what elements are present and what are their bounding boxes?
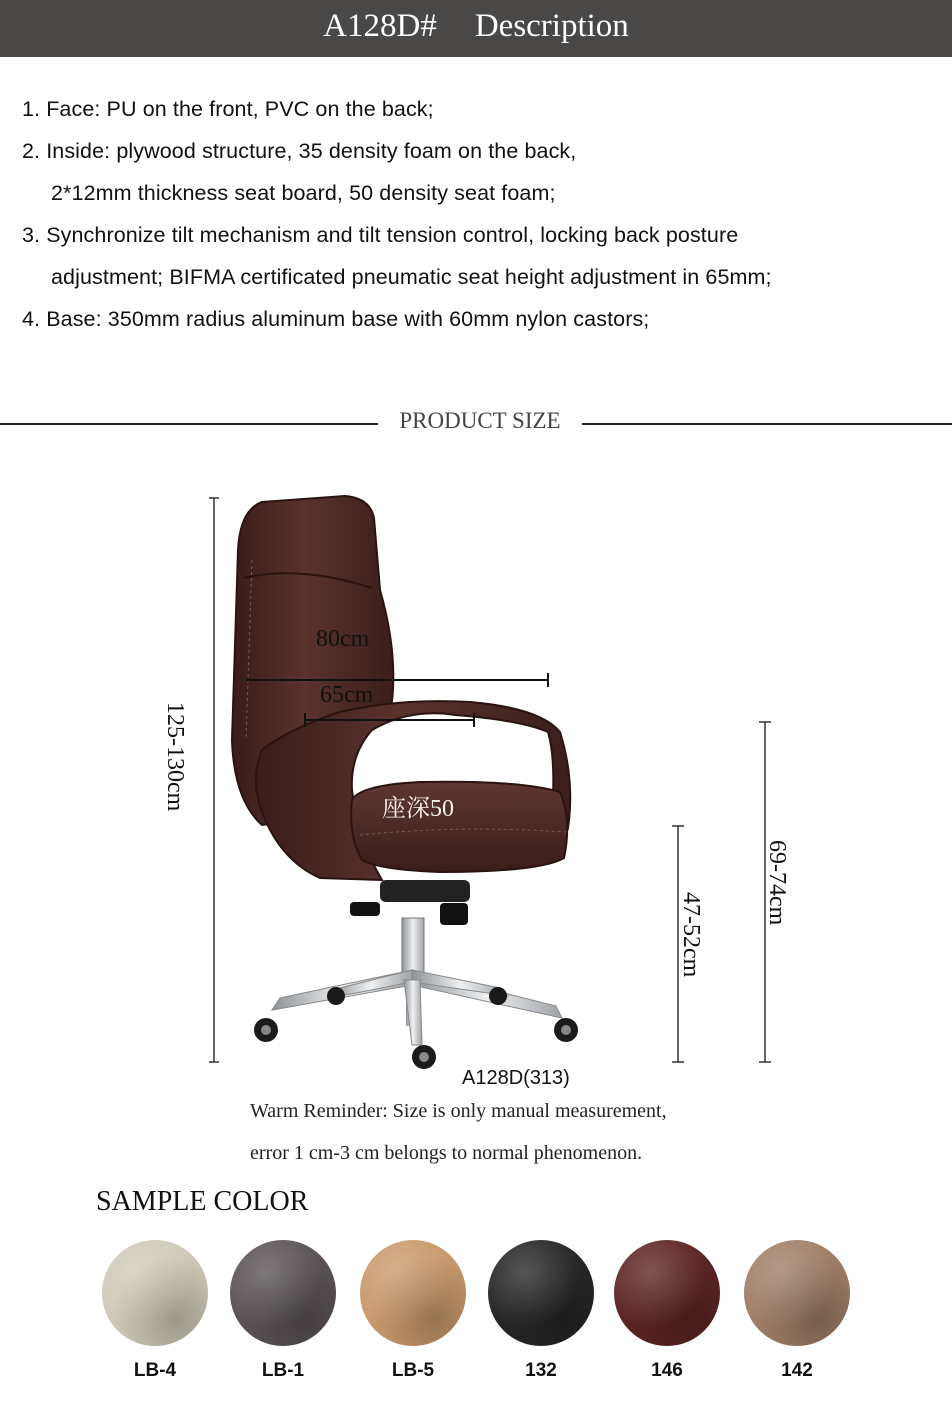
header-bar bbox=[0, 0, 952, 57]
seat-height-dimension bbox=[672, 826, 704, 1062]
seat-height-label: 47-52cm bbox=[678, 892, 704, 978]
description-line: 2. Inside: plywood structure, 35 density foam on the back, bbox=[22, 139, 577, 163]
warm-reminder bbox=[250, 1090, 667, 1174]
swatch-circle bbox=[744, 1240, 850, 1346]
arm-height-dimension bbox=[759, 722, 790, 1062]
sample-color-list bbox=[0, 1240, 952, 1400]
swatch-label: 142 bbox=[781, 1360, 813, 1381]
width-seat-label: 65cm bbox=[320, 682, 374, 708]
description-line: adjustment; BIFMA certificated pneumatic seat height adjustment in 65mm; bbox=[51, 265, 772, 289]
swatch-label: 132 bbox=[525, 1360, 557, 1381]
color-swatch bbox=[358, 1240, 468, 1382]
product-size-diagram bbox=[0, 440, 952, 1080]
description-heading: Description bbox=[474, 8, 629, 44]
product-model-label: A128D(313) bbox=[462, 1067, 570, 1089]
product-size-title: PRODUCT SIZE bbox=[399, 408, 561, 433]
color-swatch bbox=[612, 1240, 722, 1382]
divider-left bbox=[0, 423, 378, 425]
swatch-label: LB-1 bbox=[261, 1360, 305, 1381]
reminder-line: Warm Reminder: Size is only manual measurement, bbox=[250, 1100, 667, 1122]
swatch-label: LB-5 bbox=[391, 1360, 435, 1381]
description-list bbox=[22, 88, 942, 340]
seat-depth-label: 座深50 bbox=[382, 796, 454, 822]
swatch-circle bbox=[360, 1240, 466, 1346]
swatch-circle bbox=[488, 1240, 594, 1346]
description-line: 1. Face: PU on the front, PVC on the back; bbox=[22, 97, 434, 121]
color-swatch bbox=[486, 1240, 596, 1382]
color-swatch bbox=[228, 1240, 338, 1382]
swatch-circle bbox=[102, 1240, 208, 1346]
divider-right bbox=[582, 423, 952, 425]
reminder-line: error 1 cm-3 cm belongs to normal phenomenon. bbox=[250, 1142, 643, 1164]
header-title bbox=[0, 8, 952, 45]
height-total-dimension bbox=[162, 498, 219, 1062]
swatch-label: 146 bbox=[651, 1360, 683, 1381]
swatch-circle bbox=[614, 1240, 720, 1346]
swatch-circle bbox=[230, 1240, 336, 1346]
model-number: A128D# bbox=[323, 8, 437, 44]
description-line: 3. Synchronize tilt mechanism and tilt tension control, locking back posture bbox=[22, 223, 739, 247]
chair-image bbox=[232, 496, 578, 1069]
height-total-label: 125-130cm bbox=[162, 702, 188, 812]
sample-color-title: SAMPLE COLOR bbox=[96, 1186, 309, 1217]
color-swatch bbox=[100, 1240, 210, 1382]
arm-height-label: 69-74cm bbox=[764, 840, 790, 926]
color-swatch bbox=[742, 1240, 852, 1382]
width-total-label: 80cm bbox=[316, 626, 370, 652]
description-line: 4. Base: 350mm radius aluminum base with 60mm nylon castors; bbox=[22, 307, 650, 331]
swatch-label: LB-4 bbox=[133, 1360, 177, 1381]
description-line: 2*12mm thickness seat board, 50 density seat foam; bbox=[51, 181, 556, 205]
